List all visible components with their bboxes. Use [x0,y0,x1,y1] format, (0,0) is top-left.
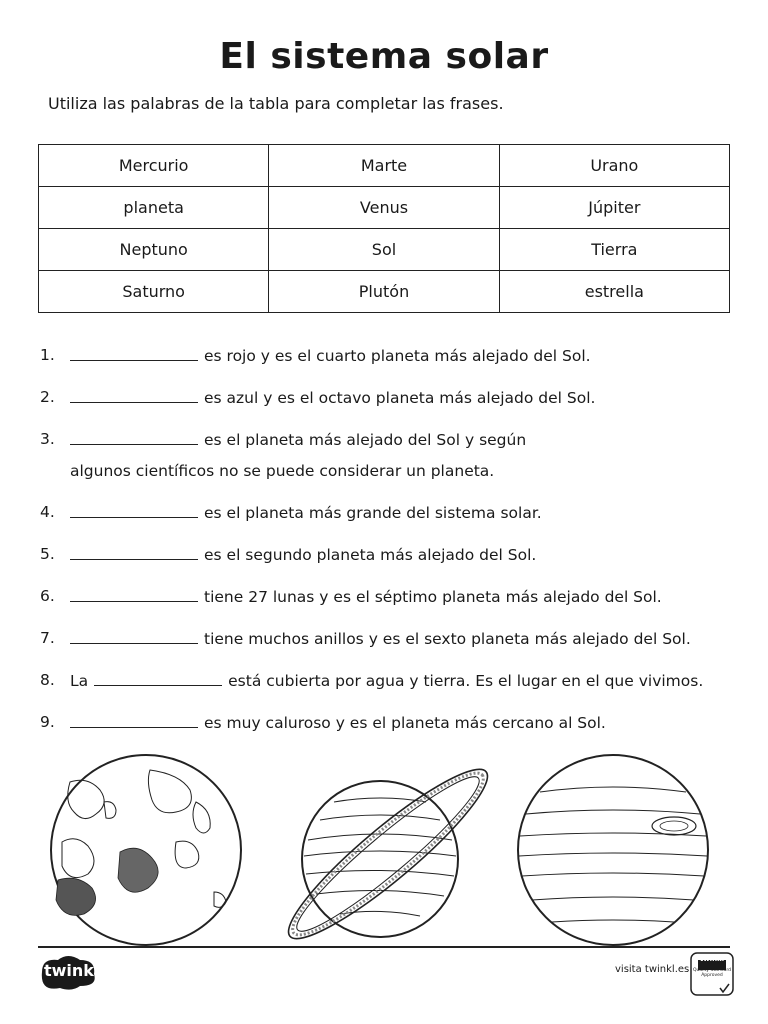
question-body [70,502,740,523]
instructions: Utiliza las palabras de la tabla para completar las frases. [48,94,504,113]
question-text-continued: algunos científicos no se puede considerar un planeta. [70,462,495,480]
question-item [40,544,740,565]
word-table-cell: estrella [499,271,729,313]
question-item [40,387,740,408]
question-lead: La [70,672,89,690]
question-number: 8. [40,671,55,689]
word-table-row [39,145,730,187]
answer-blank[interactable] [70,586,198,602]
answer-blank[interactable] [70,544,198,560]
saturn-illustration [273,752,503,947]
question-body [70,387,740,408]
question-body [70,628,740,649]
word-table-cell: Neptuno [39,229,269,271]
question-number: 7. [40,629,55,647]
question-number: 1. [40,346,55,364]
word-table-cell: Venus [269,187,499,229]
question-number: 5. [40,545,55,563]
question-text: es el planeta más grande del sistema solar. [204,504,542,522]
question-item [40,502,740,523]
question-body [70,586,740,607]
question-body [70,429,740,481]
word-table-cell: Plutón [269,271,499,313]
question-list [40,345,740,754]
question-item [40,586,740,607]
question-body [70,544,740,565]
question-number: 6. [40,587,55,605]
answer-blank[interactable] [70,387,198,403]
twinkl-logo-text: twinkl [44,961,100,980]
question-text: tiene muchos anillos y es el sexto planeta más alejado del Sol. [204,630,691,648]
word-table-cell: Saturno [39,271,269,313]
question-number: 4. [40,503,55,521]
question-text: es el segundo planeta más alejado del Sol. [204,546,537,564]
word-table-row [39,271,730,313]
question-text: tiene 27 lunas y es el séptimo planeta más alejado del Sol. [204,588,662,606]
question-text: es el planeta más alejado del Sol y según [204,431,527,449]
question-text: es azul y es el octavo planeta más alejado del Sol. [204,389,596,407]
word-table-cell: Sol [269,229,499,271]
question-text: está cubierta por agua y tierra. Es el lugar en el que vivimos. [228,672,704,690]
earth-illustration [51,755,241,945]
answer-blank[interactable] [94,670,222,686]
question-body [70,345,740,366]
page-title: El sistema solar [219,36,549,77]
answer-blank[interactable] [70,712,198,728]
answer-blank[interactable] [70,429,198,445]
answer-blank[interactable] [70,628,198,644]
badge-logo-text: twinkl [699,955,725,963]
word-table-cell: Júpiter [499,187,729,229]
question-number: 9. [40,713,55,731]
question-text: es rojo y es el cuarto planeta más alejado del Sol. [204,347,591,365]
question-number: 3. [40,430,55,448]
word-table-cell: Tierra [499,229,729,271]
question-number: 2. [40,388,55,406]
jupiter-illustration [518,755,708,945]
question-item [40,712,740,733]
footer-rule [38,946,730,948]
question-item [40,429,740,481]
answer-blank[interactable] [70,345,198,361]
question-item [40,345,740,366]
badge-text: Quality Standard Approved [693,968,731,978]
question-item [40,670,740,691]
answer-blank[interactable] [70,502,198,518]
planet-illustrations [0,752,768,947]
word-table [38,144,730,313]
word-table-cell: Urano [499,145,729,187]
word-table-cell: Mercurio [39,145,269,187]
question-item [40,628,740,649]
word-table-row [39,187,730,229]
visit-link[interactable]: visita twinkl.es [615,964,690,975]
question-body [70,670,740,691]
word-table-cell: Marte [269,145,499,187]
word-table-cell: planeta [39,187,269,229]
question-text: es muy caluroso y es el planeta más cercano al Sol. [204,714,606,732]
question-body [70,712,740,733]
word-table-row [39,229,730,271]
